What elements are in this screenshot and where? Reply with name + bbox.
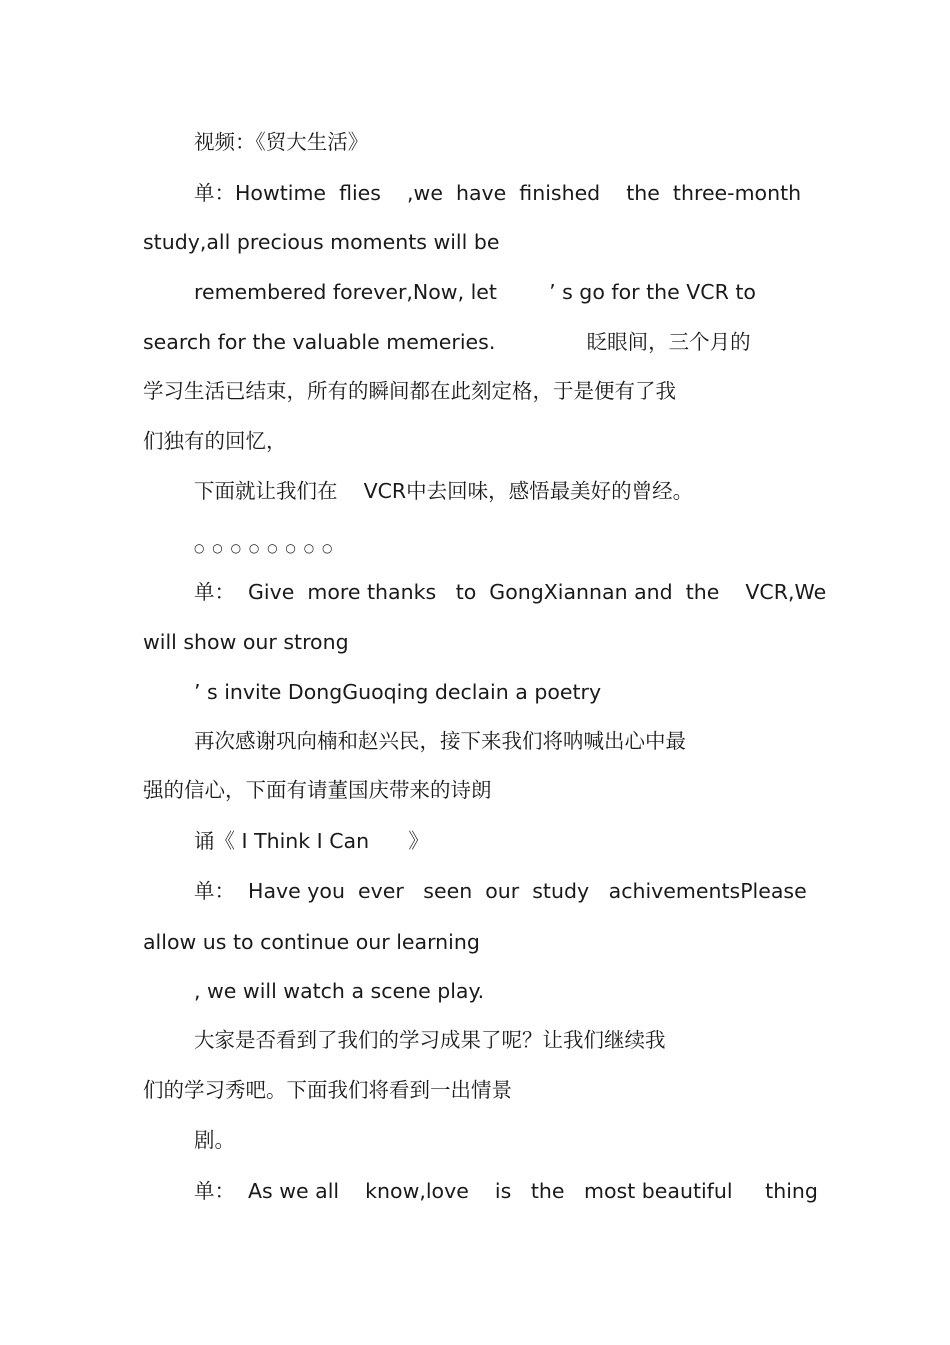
host-line-19: 们的学习秀吧。下面我们将看到一出情景 bbox=[143, 1078, 512, 1102]
host-line-17: , we will watch a scene play. bbox=[194, 979, 485, 1003]
circle-separator: ○ ○ ○ ○ ○ ○ ○ ○ bbox=[194, 541, 335, 555]
host-line-21: 单： As we all know,love is the most beautiful thing bbox=[194, 1179, 818, 1203]
host-line-13: 强的信心，下面有请董国庆带来的诗朗 bbox=[143, 778, 492, 802]
host-line-1: 单：Howtime flies ,we have finished the three-month bbox=[194, 181, 802, 205]
video-title-line: 视频：《贸大生活》 bbox=[194, 130, 369, 154]
host-line-7: 下面就让我们在 VCR中去回味，感悟最美好的曾经。 bbox=[194, 479, 694, 503]
host-line-14: 诵《 I Think I Can 》 bbox=[194, 829, 429, 853]
host-line-9: 单： Give more thanks to GongXiannan and the VCR,We bbox=[194, 580, 827, 604]
host-line-10: will show our strong bbox=[143, 630, 349, 654]
host-line-11: ’ s invite DongGuoqing declain a poetry bbox=[194, 680, 602, 704]
host-line-15: 单： Have you ever seen our study achivementsPlease bbox=[194, 879, 807, 903]
host-line-3: remembered forever,Now, let ’ s go for the VCR to bbox=[194, 280, 756, 304]
host-line-4: search for the valuable memeries. 眨眼间，三个月的 bbox=[143, 330, 751, 354]
host-line-6: 们独有的回忆， bbox=[143, 429, 287, 453]
host-line-2: study,all precious moments will be bbox=[143, 230, 500, 254]
host-line-18: 大家是否看到了我们的学习成果了呢？让我们继续我 bbox=[194, 1028, 666, 1052]
host-line-16: allow us to continue our learning bbox=[143, 930, 480, 954]
host-line-20: 剧。 bbox=[194, 1128, 235, 1152]
host-line-12: 再次感谢巩向楠和赵兴民，接下来我们将呐喊出心中最 bbox=[194, 729, 686, 753]
host-line-5: 学习生活已结束，所有的瞬间都在此刻定格，于是便有了我 bbox=[143, 379, 676, 403]
